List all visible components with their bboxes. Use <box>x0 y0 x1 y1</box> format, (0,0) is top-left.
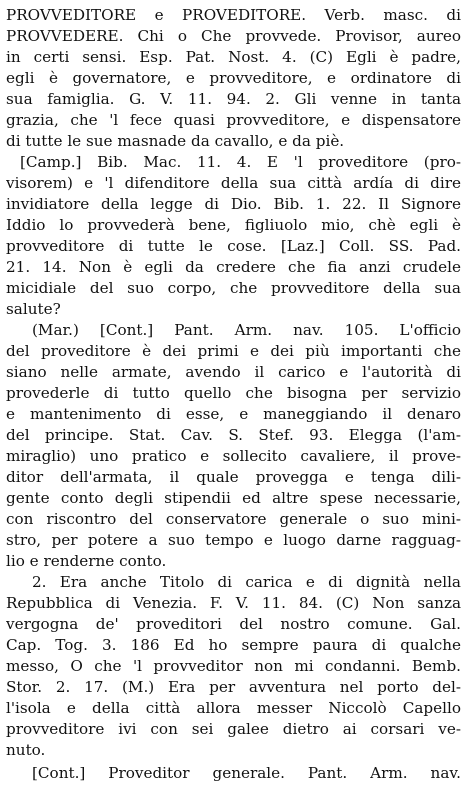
text-line: messo, O che 'l provveditor non mi condanni. Bemb. <box>6 657 461 675</box>
text-line: nuto. <box>6 741 46 759</box>
text-line: Repubblica di Venezia. F. V. 11. 84. (C) Non sanza <box>6 594 461 612</box>
text-line: visorem) e 'l difenditore della sua città ardía di dire <box>6 174 461 192</box>
text-line: provveditore ivi con sei galee dietro ai corsari ve- <box>6 720 461 738</box>
text-line: ditor dell'armata, il quale provegga e tenga dili- <box>6 468 461 486</box>
text-line: PROVVEDITORE e PROVEDITORE. Verb. masc. di <box>6 6 461 24</box>
text-line: lio e renderne conto. <box>6 552 167 570</box>
text-line: in certi sensi. Esp. Pat. Nost. 4. (C) Egli è padre, <box>6 48 461 66</box>
text-line: Cap. Tog. 3. 186 Ed ho sempre paura di qualche <box>6 636 461 654</box>
text-line: del principe. Stat. Cav. S. Stef. 93. Elegga (l'am- <box>6 426 461 444</box>
text-line: 2. Era anche Titolo di carica e di dignità nella <box>32 573 461 591</box>
text-line: salute? <box>6 300 61 318</box>
text-line: [Cont.] Proveditor generale. Pant. Arm. nav. <box>32 764 461 782</box>
text-line: (Mar.) [Cont.] Pant. Arm. nav. 105. L'officio <box>32 321 461 339</box>
text-line: Iddio lo provvederà bene, figliuolo mio, chè egli è <box>6 216 461 234</box>
text-line: 21. 14. Non è egli da credere che fia anzi crudele <box>6 258 461 276</box>
text-line: gente conto degli stipendii ed altre spese necessarie, <box>6 489 461 507</box>
text-line: siano nelle armate, avendo il carico e l'autorità di <box>6 363 461 381</box>
text-line: stro, per potere a suo tempo e luogo darne ragguag- <box>6 531 461 549</box>
text-line: provveditore di tutte le cose. [Laz.] Coll. SS. Pad. <box>6 237 461 255</box>
text-line: con riscontro del conservatore generale o suo mini- <box>6 510 461 528</box>
text-line: invidiatore della legge di Dio. Bib. 1. 22. Il Signore <box>6 195 461 213</box>
text-line: e mantenimento di esse, e maneggiando il denaro <box>6 405 461 423</box>
text-line: del proveditore è dei primi e dei più importanti che <box>6 342 461 360</box>
text-line: PROVVEDERE. Chi o Che provvede. Provisor, aureo <box>6 27 461 45</box>
text-line: provederle di tutto quello che bisogna per servizio <box>6 384 461 402</box>
text-line: egli è governatore, e provveditore, e ordinatore di <box>6 69 461 87</box>
text-line: [Camp.] Bib. Mac. 11. 4. E 'l proveditore (pro- <box>20 153 461 171</box>
text-line: vergogna de' proveditori del nostro comune. Gal. <box>6 615 461 633</box>
text-line: l'isola e della città allora messer Niccolò Capello <box>6 699 461 717</box>
text-line: sua famiglia. G. V. 11. 94. 2. Gli venne in tanta <box>6 90 461 108</box>
text-line: grazia, che 'l fece quasi provveditore, e dispensatore <box>6 111 461 129</box>
text-line: di tutte le sue masnade da cavallo, e da piè. <box>6 132 345 150</box>
text-line: Stor. 2. 17. (M.) Era per avventura nel porto del- <box>6 678 461 696</box>
text-line: micidiale del suo corpo, che provveditore della sua <box>6 279 461 297</box>
text-line: miraglio) uno pratico e sollecito cavaliere, il prove- <box>6 447 461 465</box>
